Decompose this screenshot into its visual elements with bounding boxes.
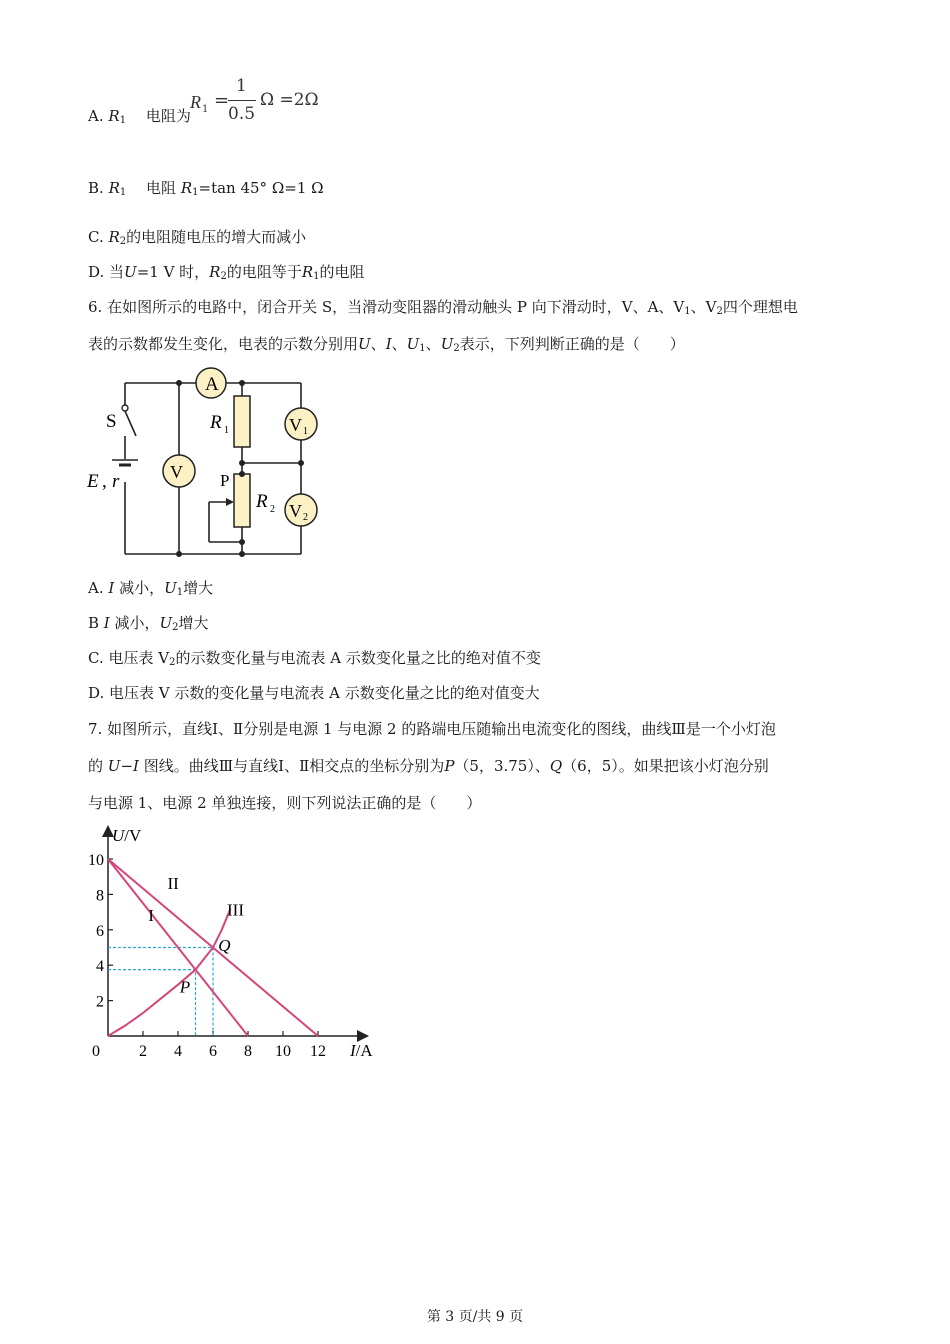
voltmeter-v-label: V (170, 462, 183, 482)
q6-option-d: D. 电压表 V 示数的变化量与电流表 A 示数变化量之比的绝对值变大 (88, 684, 540, 702)
y-axis-label: U/V (112, 826, 142, 845)
circuit-diagram (84, 364, 324, 564)
page-footer: 第 3 页/共 9 页 (426, 1309, 524, 1325)
voltmeter-v1-sub: 1 (303, 426, 308, 437)
y-tick-label: 2 (96, 993, 104, 1011)
r1-sub: 1 (224, 425, 229, 436)
origin-label: 0 (92, 1043, 100, 1060)
q6-option-c: C. 电压表 $V_2$的示数变化量与电流表 A 示数变化量之比的绝对值不变 (88, 649, 541, 668)
q5-option-a: A. $R_1$ 电阻为 (88, 107, 191, 126)
emf-label: E (87, 471, 99, 492)
x-tick-label: 4 (174, 1043, 182, 1060)
y-tick-label: 8 (96, 887, 104, 905)
resistor-r2 (234, 474, 250, 527)
y-tick-label: 10 (88, 852, 104, 869)
x-axis-label: I/A (350, 1041, 373, 1060)
slider-p-label: P (220, 471, 230, 490)
q7-stem-line2: 的 U−I 图线。曲线Ⅲ与直线Ⅰ、Ⅱ相交点的坐标分别为P（5，3.75）、Q（6，5）。如果把该小灯泡分别 (88, 757, 769, 775)
voltmeter-v2-sub: 2 (303, 512, 308, 523)
series-label-III: III (227, 900, 244, 920)
voltmeter-v1-label: V (289, 415, 302, 435)
q5-option-a-formula: R 1 = 1 0.5 Ω =2Ω (190, 76, 319, 124)
point-label-P: P (179, 977, 191, 997)
switch-contact-icon (122, 405, 128, 411)
internal-r-label: r (112, 471, 120, 492)
switch-label: S (106, 411, 117, 432)
x-tick-label: 2 (139, 1043, 147, 1060)
guide-line-Q (108, 948, 213, 1037)
r2-label: R (256, 491, 268, 512)
x-tick-label: 12 (310, 1043, 326, 1060)
voltmeter-v2-label: V (289, 501, 302, 521)
x-tick-label: 8 (244, 1043, 252, 1060)
x-tick-label: 6 (209, 1043, 217, 1060)
q7-stem-line3: 与电源 1、电源 2 单独连接，则下列说法正确的是（ ） (88, 794, 482, 812)
q6-stem-line1: 6. 在如图所示的电路中，闭合开关 S，当滑动变阻器的滑动触头 P 向下滑动时，V、A、$V_1$、$V_2$四个理想电 (88, 298, 798, 317)
q6-option-b: B I 减小，$U_2$增大 (88, 614, 209, 633)
r1-label: R (210, 412, 222, 433)
ammeter-label: A (205, 374, 219, 395)
slider-arrow-icon (226, 498, 234, 506)
q5-option-c: C. $R_2$的电阻随电压的增大而减小 (88, 228, 307, 247)
y-tick-label: 4 (96, 958, 104, 976)
q7-stem-line1: 7. 如图所示，直线Ⅰ、Ⅱ分别是电源 1 与电源 2 的路端电压随输出电流变化的图线，曲线Ⅲ是一个小灯泡 (88, 720, 776, 738)
series-label-I: I (148, 905, 154, 925)
ui-graph (84, 824, 384, 1064)
series-line-III (108, 909, 231, 1036)
y-tick-label: 6 (96, 922, 104, 940)
r2-sub: 2 (270, 504, 275, 515)
series-label-II: II (167, 874, 179, 894)
q6-stem-line2: 表的示数都发生变化，电表的示数分别用U、I、$U_1$、$U_2$表示，下列判断正确的是（ ） (88, 335, 685, 354)
q5-option-d: D. 当U=1 V 时，$R_2$的电阻等于$R_1$的电阻 (88, 263, 365, 282)
emf-comma: , (102, 471, 107, 492)
q5-option-b: B. $R_1$ 电阻 $R_1=\tan$ 45° Ω=1 Ω (88, 179, 324, 198)
resistor-r1 (234, 396, 250, 447)
x-tick-label: 10 (275, 1043, 291, 1060)
q6-option-a: A. I 减小，$U_1$增大 (88, 579, 214, 598)
point-label-Q: Q (218, 936, 231, 956)
